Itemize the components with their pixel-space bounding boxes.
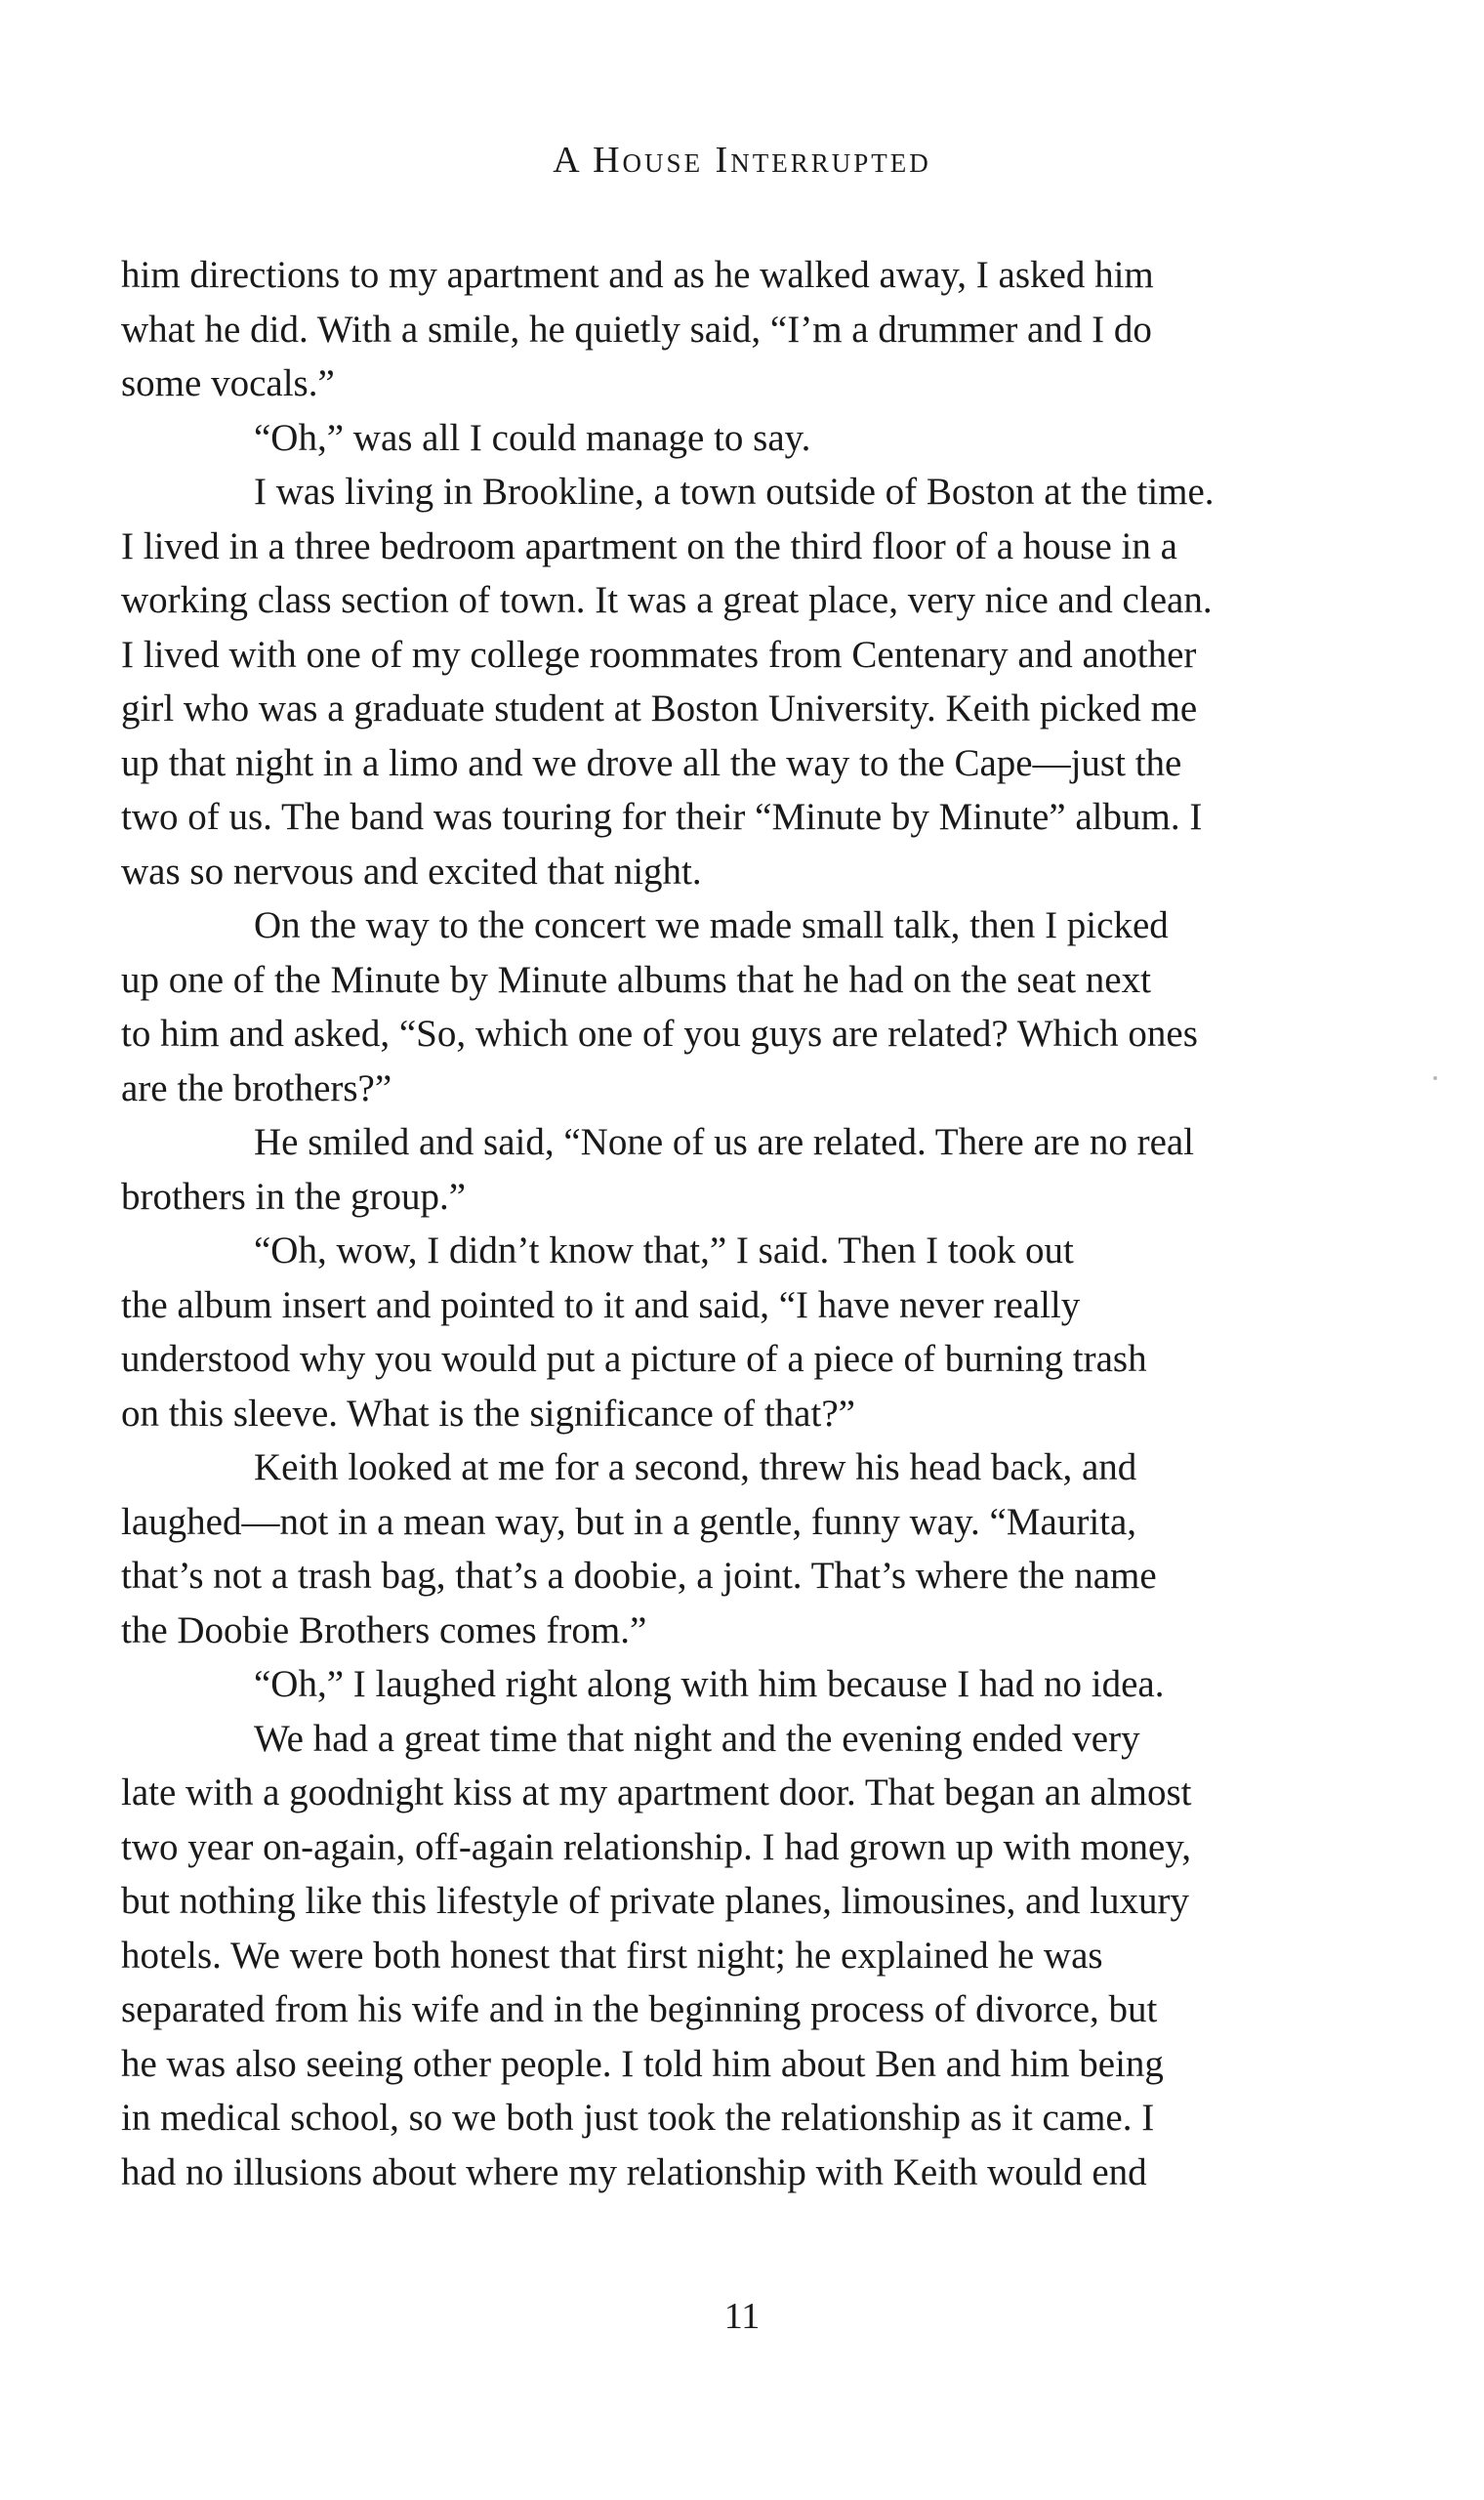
text-line: laughed—not in a mean way, but in a gentle, funny way. “Maurita, bbox=[121, 1500, 1137, 1543]
text-line: working class section of town. It was a great place, very nice and clean. bbox=[121, 579, 1213, 621]
text-line: brothers in the group.” bbox=[121, 1175, 467, 1218]
text-line: late with a goodnight kiss at my apartment door. That began an almost bbox=[121, 1771, 1192, 1813]
text-line: “Oh, wow, I didn’t know that,” I said. Then I took out bbox=[254, 1229, 1074, 1271]
text-line: the album insert and pointed to it and said, “I have never really bbox=[121, 1283, 1081, 1326]
text-line: separated from his wife and in the beginning process of divorce, but bbox=[121, 1988, 1158, 2030]
text-line: “Oh,” was all I could manage to say. bbox=[254, 416, 811, 459]
text-line: what he did. With a smile, he quietly said, “I’m a drummer and I do bbox=[121, 308, 1152, 351]
text-line: on this sleeve. What is the significance of that?” bbox=[121, 1392, 855, 1435]
text-line: girl who was a graduate student at Boston University. Keith picked me bbox=[121, 688, 1198, 729]
page-number: 11 bbox=[723, 2296, 761, 2337]
text-line: him directions to my apartment and as he walked away, I asked him bbox=[121, 254, 1154, 296]
text-line: up that night in a limo and we drove all the way to the Cape—just the bbox=[121, 741, 1182, 784]
text-line: to him and asked, “So, which one of you guys are related? Which ones bbox=[121, 1013, 1198, 1055]
text-line: some vocals.” bbox=[121, 362, 335, 404]
text-line: that’s not a trash bag, that’s a doobie, a joint. That’s where the name bbox=[121, 1555, 1157, 1597]
text-line: the Doobie Brothers comes from.” bbox=[121, 1608, 647, 1651]
text-line: “Oh,” I laughed right along with him because I had no idea. bbox=[254, 1663, 1165, 1705]
text-line: Keith looked at me for a second, threw his head back, and bbox=[254, 1446, 1137, 1488]
text-line: was so nervous and excited that night. bbox=[121, 850, 702, 893]
text-line: had no illusions about where my relationship with Keith would end bbox=[121, 2150, 1147, 2193]
running-head: A House Interrupted bbox=[553, 140, 931, 181]
text-line: in medical school, so we both just took the relationship as it came. I bbox=[121, 2097, 1155, 2139]
text-line: We had a great time that night and the evening ended very bbox=[254, 1717, 1140, 1760]
text-line: but nothing like this lifestyle of private planes, limousines, and luxury bbox=[121, 1880, 1189, 1922]
text-line: I lived in a three bedroom apartment on the third floor of a house in a bbox=[121, 524, 1177, 567]
text-line: hotels. We were both honest that first night; he explained he was bbox=[121, 1934, 1103, 1977]
text-line: On the way to the concert we made small talk, then I picked bbox=[254, 904, 1169, 946]
text-line: are the brothers?” bbox=[121, 1066, 392, 1109]
text-line: He smiled and said, “None of us are related. There are no real bbox=[254, 1121, 1195, 1163]
body-text bbox=[121, 248, 1341, 2199]
text-line: he was also seeing other people. I told him about Ben and him being bbox=[121, 2042, 1164, 2085]
text-line: two year on-again, off-again relationship. I had grown up with money, bbox=[121, 1825, 1192, 1868]
text-line: up one of the Minute by Minute albums that he had on the seat next bbox=[121, 958, 1151, 1001]
text-line: I was living in Brookline, a town outside of Boston at the time. bbox=[254, 471, 1215, 513]
text-line: I lived with one of my college roommates from Centenary and another bbox=[121, 633, 1197, 676]
text-line: understood why you would put a picture of a piece of burning trash bbox=[121, 1338, 1147, 1380]
scan-speck bbox=[1433, 1076, 1437, 1080]
text-line: two of us. The band was touring for their “Minute by Minute” album. I bbox=[121, 796, 1203, 838]
